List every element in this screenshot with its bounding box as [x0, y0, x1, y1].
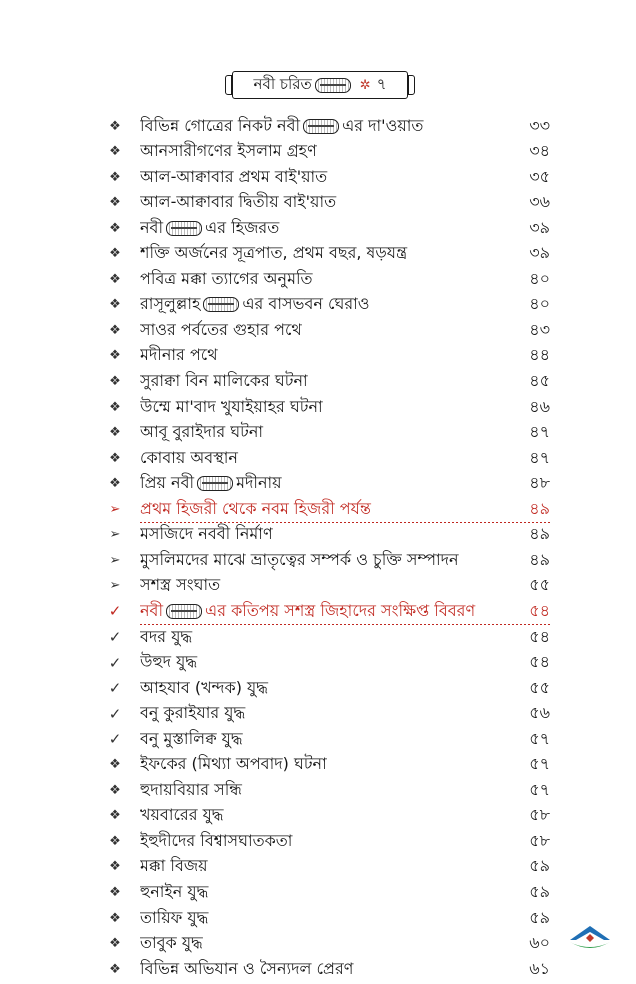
toc-page-number: ৪৫ [529, 371, 550, 390]
salutation-seal-icon [303, 119, 339, 134]
toc-page-number: ৩৪ [529, 141, 550, 161]
salutation-seal-icon [203, 297, 239, 312]
toc-entry [108, 115, 550, 137]
toc-entry-title [140, 496, 510, 523]
toc-entry-title [140, 802, 510, 829]
toc-entry-title [140, 828, 510, 855]
toc-entry-title [140, 189, 510, 216]
toc-entry-title-text: প্রিয় নবী [140, 473, 195, 493]
diamond-bullet-icon: ❖ [109, 271, 121, 287]
diamond-bullet-icon: ❖ [109, 961, 121, 977]
toc-page-number: ৩৫ [529, 166, 550, 186]
toc-entry-title [140, 266, 510, 293]
toc-entry-title [140, 905, 510, 932]
toc-entry [108, 856, 550, 878]
toc-entry-title-text: সুরাক্বা বিন মালিকের ঘটনা [140, 371, 308, 390]
toc-entry-title-text: আনসারীগণের ইসলাম গ্রহণ [140, 141, 317, 161]
logo-gem [586, 934, 594, 942]
toc-entry-title [140, 470, 510, 497]
toc-entry [108, 141, 550, 163]
toc-page-number: ৩৩ [529, 115, 550, 135]
toc-entry-title [140, 215, 510, 242]
toc-page-number: ৪০ [529, 294, 550, 314]
diamond-bullet-icon: ❖ [109, 757, 121, 773]
toc-entry [108, 371, 550, 393]
toc-entry-title-text: বনু কুরাইযার যুদ্ধ [140, 703, 246, 723]
toc-entry-title-text: প্রথম হিজরী থেকে নবম হিজরী পর্যন্ত [140, 498, 371, 518]
check-bullet-icon: ✓ [108, 704, 122, 723]
toc-entry-title-suffix: এর হিজরত [205, 217, 280, 237]
toc-entry [108, 243, 550, 265]
toc-page-number: ৫৪ [529, 600, 550, 620]
toc-entry [108, 933, 550, 955]
diamond-bullet-icon: ❖ [109, 220, 121, 236]
toc-entry [108, 396, 550, 418]
toc-entry-title-text: কোবায় অবস্থান [140, 447, 238, 467]
toc-entry-title [140, 572, 510, 599]
toc-page-number: ৫৮ [529, 805, 550, 825]
toc-entry-title-suffix: মদীনায় [236, 473, 282, 493]
diamond-bullet-icon: ❖ [109, 169, 121, 185]
toc-entry [108, 882, 550, 904]
toc-page-number: ৫৬ [529, 703, 550, 723]
toc-page-number: ৫৯ [529, 856, 550, 876]
diamond-bullet-icon: ❖ [109, 399, 121, 415]
diamond-bullet-icon: ❖ [109, 144, 121, 160]
toc-entry [108, 575, 550, 597]
toc-entry-title-text: পবিত্র মক্কা ত্যাগের অনুমতি [140, 268, 313, 288]
diamond-bullet-icon: ❖ [109, 118, 121, 134]
toc-entry-title [140, 675, 510, 702]
diamond-bullet-icon: ❖ [109, 936, 121, 952]
page-number: ৭ [376, 74, 387, 93]
diamond-bullet-icon: ❖ [109, 476, 121, 492]
toc-page-number: ৪০ [529, 268, 550, 288]
toc-entry-title [140, 751, 510, 778]
toc-entry [108, 447, 550, 469]
toc-entry-title-text: শক্তি অর্জনের সূত্রপাত, প্রথম বছর, ষড়যন্ত্র [140, 243, 408, 263]
toc-entry-title-suffix: এর কতিপয় সশস্ত্র জিহাদের সংক্ষিপ্ত বিবরণ [205, 600, 476, 620]
toc-entry [108, 166, 550, 188]
book-title: নবী চরিত [253, 74, 312, 93]
page-header [232, 71, 408, 99]
toc-page-number: ৫৪ [529, 652, 550, 672]
toc-entry-title-text: আহযাব (খন্দক) যুদ্ধ [140, 677, 268, 697]
toc-page-number: ৬০ [529, 933, 550, 953]
toc-entry [108, 677, 550, 699]
toc-entry-title [140, 368, 510, 395]
toc-entry-title-text: বদর যুদ্ধ [140, 626, 193, 646]
salutation-seal-icon [166, 221, 202, 236]
diamond-bullet-icon: ❖ [109, 450, 121, 466]
toc-page-number: ৪৬ [529, 396, 550, 416]
diamond-bullet-icon: ❖ [109, 246, 121, 262]
toc-entry-title-text: মুসলিমদের মাঝে ভ্রাতৃত্বের সম্পর্ক ও চুক্তি সম্পাদন [140, 549, 459, 569]
arrow-bullet-icon: ➢ [109, 578, 121, 594]
diamond-bullet-icon: ❖ [109, 833, 121, 849]
toc-page-number: ৬১ [529, 958, 550, 978]
toc-entry-title [140, 342, 510, 369]
salutation-seal-icon [166, 604, 202, 619]
arrow-bullet-icon: ➢ [109, 552, 121, 568]
toc-page-number: ৫৫ [529, 575, 550, 595]
toc-page-number: ৩৯ [529, 217, 550, 237]
check-bullet-icon: ✓ [108, 730, 122, 749]
toc-entry-title-text: উম্মে মা'বাদ খুযাইয়াহর ঘটনা [140, 396, 323, 416]
toc-page-number: ৪৭ [529, 422, 550, 442]
toc-entry-title-text: মদীনার পথে [140, 345, 218, 365]
toc-entry [108, 268, 550, 290]
toc-entry-title-text: আল-আক্বাবার দ্বিতীয় বাই'য়াত [140, 192, 337, 212]
toc-page-number: ৪৯ [529, 498, 550, 518]
check-bullet-icon: ✓ [108, 602, 122, 621]
toc-entry [108, 217, 550, 239]
star-ornament-icon: ✲ [359, 77, 371, 93]
toc-entry-title [140, 853, 510, 880]
toc-entry-title-text: ইফকের (মিথ্যা অপবাদ) ঘটনা [140, 754, 327, 774]
diamond-bullet-icon: ❖ [109, 425, 121, 441]
toc-entry-title-text: নবী [140, 600, 164, 620]
arrow-bullet-icon: ➢ [109, 527, 121, 543]
toc-entry-title [140, 956, 510, 983]
toc-entry-title [140, 291, 510, 318]
toc-page-number: ৪৮ [529, 473, 550, 493]
toc-page-number: ৫৯ [529, 882, 550, 901]
toc-entry-title-text: উহুদ যুদ্ধ [140, 652, 198, 672]
toc-entry-title-text: তায়িফ যুদ্ধ [140, 907, 209, 927]
toc-entry [108, 294, 550, 316]
diamond-bullet-icon: ❖ [109, 374, 121, 389]
toc-entry-title-text: বনু মুস্তালিক্ব যুদ্ধ [140, 728, 243, 748]
toc-entry [108, 652, 550, 674]
toc-entry-title-text: আল-আক্বাবার প্রথম বাই'য়াত [140, 166, 328, 186]
toc-entry-title [140, 598, 510, 625]
toc-page-number: ৩৯ [529, 243, 550, 263]
diamond-bullet-icon: ❖ [109, 322, 121, 338]
check-bullet-icon: ✓ [108, 628, 122, 646]
toc-entry-title-text: ইহুদীদের বিশ্বাসঘাতকতা [140, 830, 293, 850]
logo-book [570, 942, 610, 948]
toc-entry-title-text: বিভিন্ন গোত্রের নিকট নবী [140, 115, 301, 135]
toc-entry-title [140, 445, 510, 472]
toc-entry [108, 345, 550, 367]
toc-page-number: ৫৪ [529, 626, 550, 646]
toc-entry [108, 958, 550, 980]
toc-entry [108, 779, 550, 801]
salutation-seal-icon [315, 78, 351, 93]
toc-entry-title [140, 777, 510, 804]
toc-entry-title [140, 700, 510, 727]
toc-entry-title-text: সশস্ত্র সংঘাত [140, 575, 221, 595]
salutation-seal-icon [197, 476, 233, 491]
toc-entry [108, 524, 550, 546]
toc-page-number: ৩৬ [529, 192, 550, 212]
diamond-bullet-icon: ❖ [109, 885, 121, 900]
toc-page-number: ৫৭ [529, 754, 550, 774]
toc-entry-title [140, 394, 510, 421]
arrow-bullet-icon: ➢ [109, 501, 121, 517]
toc-page-number: ৪৯ [529, 524, 550, 544]
toc-section-heading [108, 600, 550, 622]
toc-entry-title [140, 879, 510, 906]
toc-entry-title-text: সাওর পর্বতের গুহার পথে [140, 319, 302, 339]
toc-entry-title-text: তাবুক যুদ্ধ [140, 933, 203, 953]
toc-entry-title-text: আবূ বুরাইদার ঘটনা [140, 422, 264, 442]
check-bullet-icon: ✓ [108, 679, 122, 698]
toc-page-number: ৫৭ [529, 728, 550, 748]
toc-section-heading [108, 498, 550, 520]
toc-entry-title-text: হুনাইন যুদ্ধ [140, 882, 209, 901]
toc-entry-title [140, 624, 510, 651]
toc-entry-title-text: খয়বারের যুদ্ধ [140, 805, 224, 825]
toc-entry-title-text: হুদায়বিয়ার সন্ধি [140, 779, 242, 799]
toc-entry-title [140, 649, 510, 676]
diamond-bullet-icon: ❖ [109, 910, 121, 926]
diamond-bullet-icon: ❖ [109, 195, 121, 211]
toc-entry [108, 473, 550, 495]
toc-entry [108, 805, 550, 827]
toc-entry-title-text: নবী [140, 217, 164, 237]
toc-entry-title-text: বিভিন্ন অভিযান ও সৈন্যদল প্রেরণ [140, 958, 354, 978]
toc-entry-title [140, 164, 510, 191]
toc-entry [108, 192, 550, 214]
toc-entry [108, 830, 550, 852]
diamond-bullet-icon: ❖ [109, 782, 121, 798]
toc-page-number: ৪৪ [529, 345, 550, 365]
diamond-bullet-icon: ❖ [109, 859, 121, 875]
toc-page-number: ৪৩ [529, 319, 550, 339]
toc-entry [108, 703, 550, 725]
toc-entry-title [140, 547, 510, 574]
toc-entry-title [140, 240, 510, 267]
toc-entry-title [140, 113, 510, 140]
toc-entry [108, 422, 550, 444]
toc-entry-title-text: মক্কা বিজয় [140, 856, 208, 876]
toc-entry-title [140, 930, 510, 957]
toc-page-number: ৪৭ [529, 447, 550, 467]
toc-entry-title [140, 317, 510, 344]
toc-page-number: ৫৫ [529, 677, 550, 697]
toc-page-number: ৫৭ [529, 779, 550, 799]
toc-entry [108, 626, 550, 648]
toc-page-number: ৪৯ [529, 549, 550, 569]
diamond-bullet-icon: ❖ [109, 808, 121, 824]
diamond-bullet-icon: ❖ [109, 297, 121, 313]
publisher-logo-icon [566, 920, 614, 956]
toc-entry [108, 907, 550, 929]
toc-entry-title-text: রাসূলুল্লাহ [140, 294, 201, 314]
toc-page-number: ৫৯ [529, 907, 550, 927]
toc-entry-title-suffix: এর বাসভবন ঘেরাও [242, 294, 370, 314]
toc-entry [108, 728, 550, 750]
toc-page-number: ৫৮ [529, 830, 550, 850]
toc-entry [108, 754, 550, 776]
diamond-bullet-icon: ❖ [109, 348, 121, 364]
toc-entry [108, 549, 550, 571]
toc-entry-title [140, 726, 510, 753]
check-bullet-icon: ✓ [108, 653, 122, 672]
toc-entry-title [140, 138, 510, 165]
toc-entry-title [140, 521, 510, 548]
toc-entry [108, 319, 550, 341]
toc-entry-title [140, 419, 510, 446]
toc-entry-title-text: মসজিদে নববী নির্মাণ [140, 524, 273, 544]
toc-entry-title-suffix: এর দা'ওয়াত [342, 115, 424, 135]
